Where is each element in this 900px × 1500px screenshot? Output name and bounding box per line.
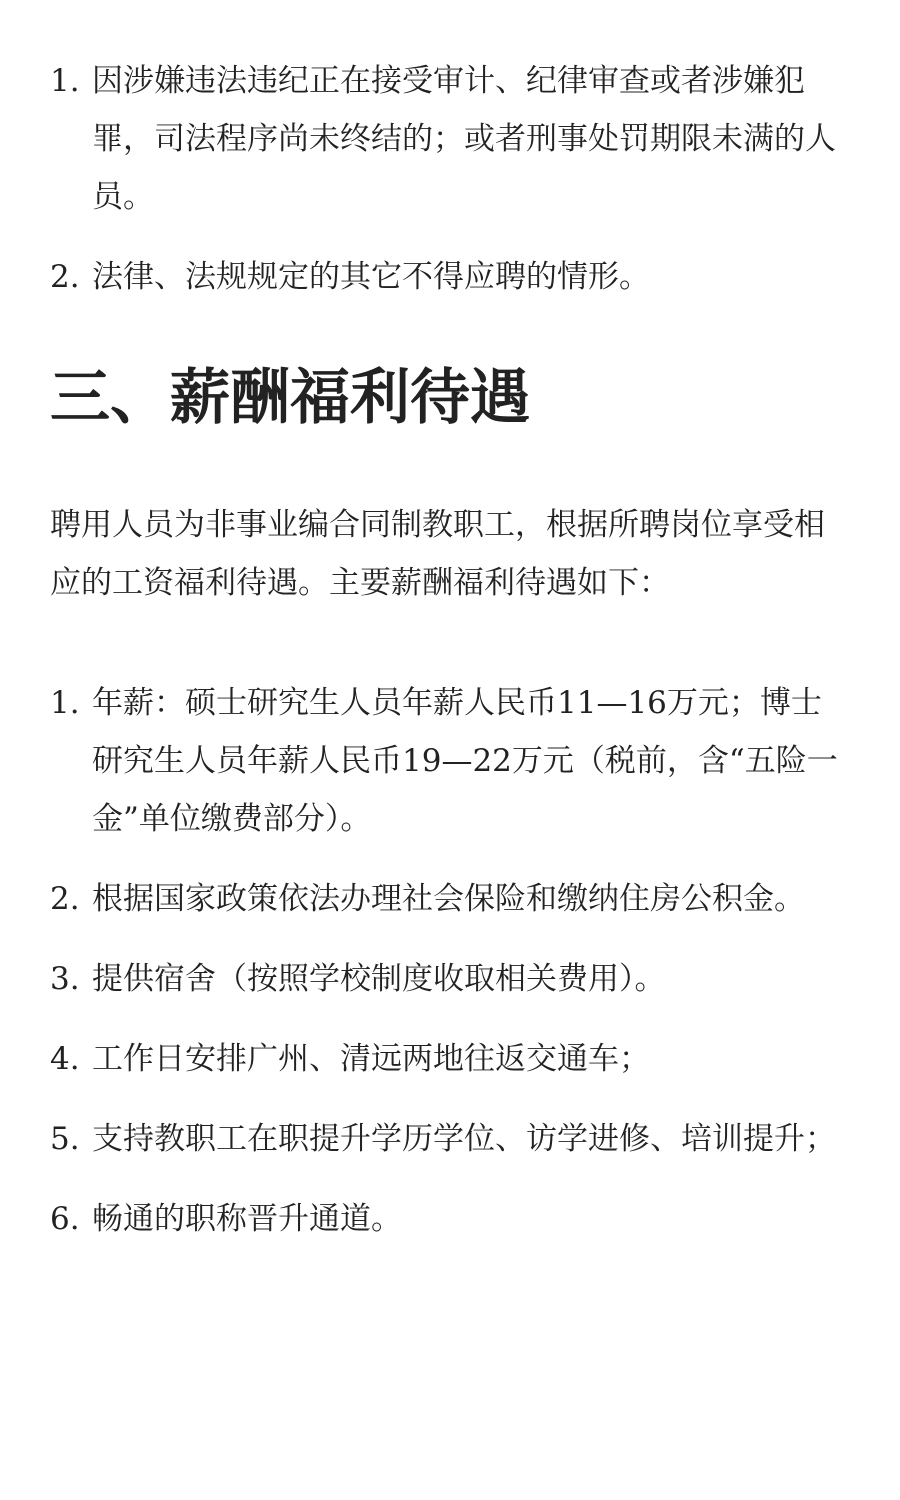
benefits-list [50, 674, 850, 1248]
list-item [50, 870, 850, 928]
list-item-text: 提供宿舍（按照学校制度收取相关费用）。 [92, 961, 666, 997]
list-item [50, 1190, 850, 1248]
list-item-number: 1. [50, 63, 80, 99]
list-item-text: 支持教职工在职提升学历学位、访学进修、培训提升； [92, 1121, 836, 1157]
list-item [50, 1030, 850, 1088]
list-item-number: 3. [50, 961, 80, 997]
list-item-text: 年薪：硕士研究生人员年薪人民币11—16万元；博士研究生人员年薪人民币19—22万元（税前，含“五险一金”单位缴费部分）。 [92, 685, 838, 837]
list-item [50, 52, 850, 226]
list-item-text: 畅通的职称晋升通道。 [92, 1201, 402, 1237]
list-item [50, 1110, 850, 1168]
list-item-text: 根据国家政策依法办理社会保险和缴纳住房公积金。 [92, 881, 805, 917]
list-item [50, 674, 850, 848]
disqualification-list [50, 52, 850, 306]
list-item-number: 2. [50, 259, 80, 295]
list-item-text: 因涉嫌违法违纪正在接受审计、纪律审查或者涉嫌犯罪，司法程序尚未终结的；或者刑事处罚期限未满的人员。 [92, 63, 836, 215]
list-item [50, 950, 850, 1008]
section-intro: 聘用人员为非事业编合同制教职工，根据所聘岗位享受相应的工资福利待遇。主要薪酬福利待遇如下： [50, 507, 825, 601]
list-item-text: 工作日安排广州、清远两地往返交通车； [92, 1041, 650, 1077]
list-item-number: 4. [50, 1041, 80, 1077]
list-item-number: 6. [50, 1201, 80, 1237]
section-heading: 三、薪酬福利待遇 [50, 363, 530, 433]
list-item [50, 248, 850, 306]
list-item-number: 1. [50, 685, 80, 721]
list-item-number: 5. [50, 1121, 80, 1157]
list-item-text: 法律、法规规定的其它不得应聘的情形。 [92, 259, 650, 295]
list-item-number: 2. [50, 881, 80, 917]
